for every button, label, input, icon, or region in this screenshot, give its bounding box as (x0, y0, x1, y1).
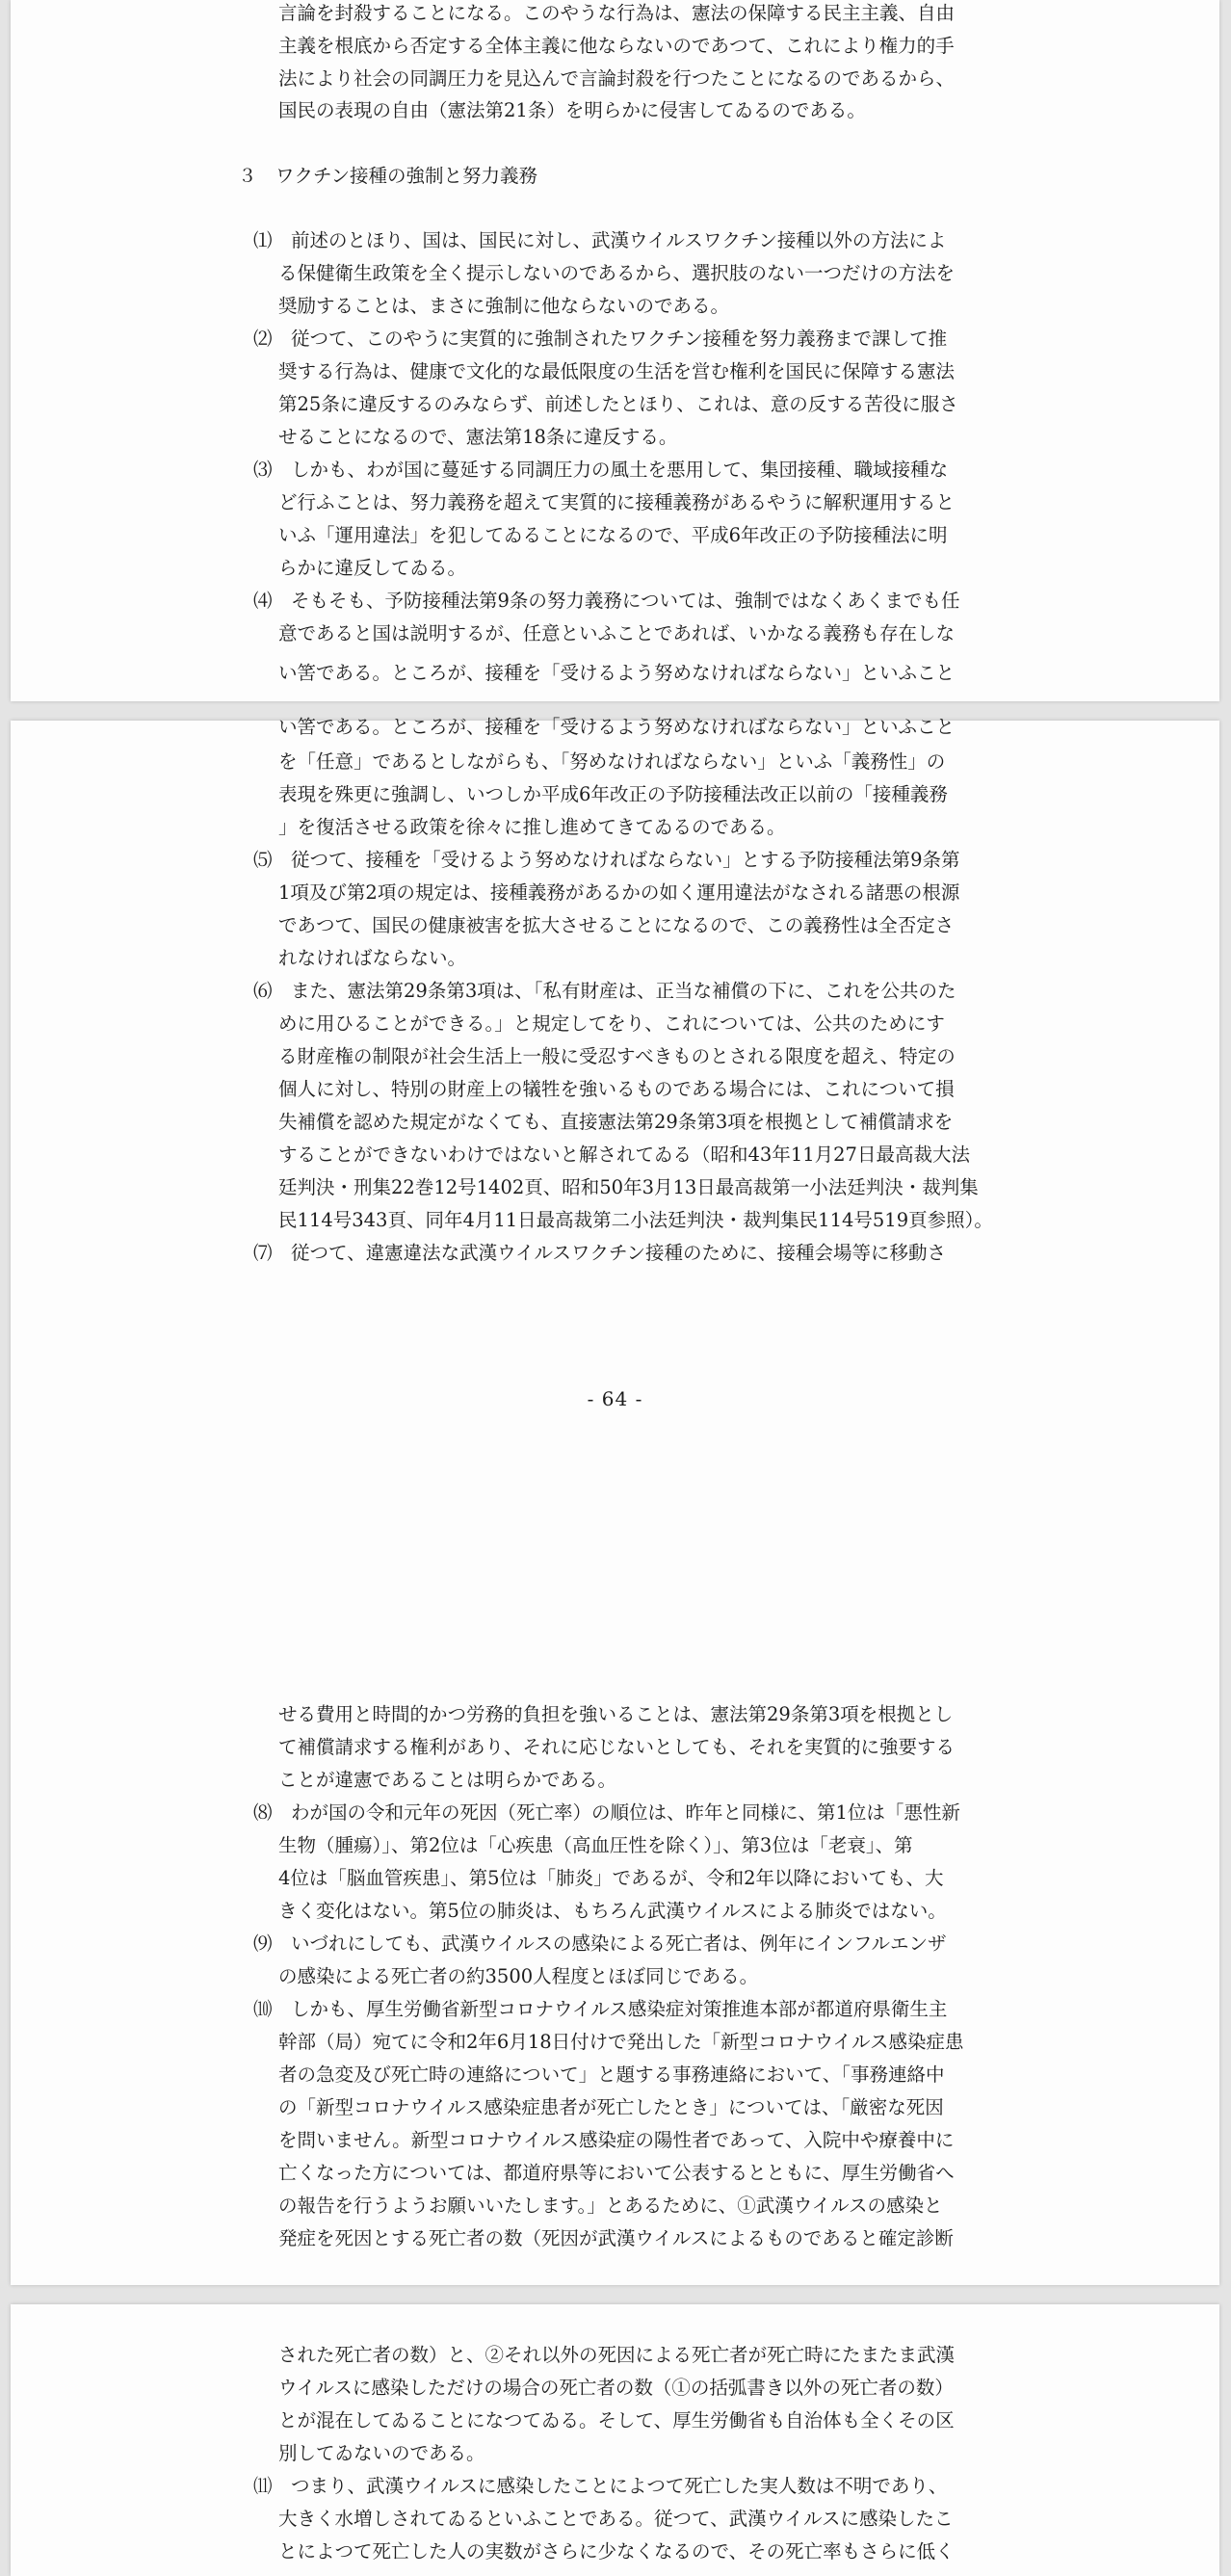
document-page-3 (11, 2304, 1219, 2576)
body-line: とが混在してゐることになつてゐる。そして、厚生労働省も自治体も全くその区 (278, 2409, 955, 2431)
body-line: 主義を根底から否定する全体主義に他ならないのであつて、これにより権力的手 (278, 35, 955, 57)
item-line: らかに違反してゐる。 (278, 557, 467, 579)
body-line: ことが違憲であることは明らかである。 (278, 1769, 617, 1791)
item-line: る保健衛生政策を全く提示しないのであるから、選択肢のない一つだけの方法を (278, 262, 956, 284)
item-line: 幹部（局）宛てに令和2年6月18日付けで発出した「新型コロナウイルス感染症患 (278, 2031, 964, 2053)
item-line: ⑵ 従つて、このやうに実質的に強制されたワクチン接種を努力義務まで課して推 (253, 328, 948, 350)
item-line: ⑾ つまり、武漢ウイルスに感染したことによつて死亡した実人数は不明であり、 (253, 2475, 948, 2497)
item-line: 生物（腫瘍）」、第2位は「心疾患（高血圧性を除く）」、第3位は「老衰」、第 (278, 1834, 913, 1856)
item-line: 廷判決・刑集22巻12号1402頁、昭和50年3月13日最高裁第一小法廷判決・裁判集 (278, 1176, 979, 1198)
item-line: を問いません。新型コロナウイルス感染症の陽性者であって、入院中や療養中に (278, 2129, 955, 2151)
item-line: することができないわけではないと解されてゐる（昭和43年11月27日最高裁大法 (278, 1143, 970, 1166)
item-line: きく変化はない。第5位の肺炎は、もちろん武漢ウイルスによる肺炎ではない。 (278, 1900, 947, 1922)
body-line: ウイルスに感染しただけの場合の死亡者の数（①の括弧書き以外の死亡者の数） (278, 2377, 954, 2399)
item-line: ⑺ 従つて、違憲違法な武漢ウイルスワクチン接種のために、接種会場等に移動さ (253, 1242, 946, 1264)
body-line: せる費用と時間的かつ労務的負担を強いることは、憲法第29条第3項を根拠とし (278, 1703, 954, 1725)
item-line: いふ「運用違法」を犯してゐることになるので、平成6年改正の予防接種法に明 (278, 524, 948, 546)
item-line: 民114号343頁、同年4月11日最高裁第二小法廷判決・裁判集民114号519頁参照）。 (278, 1209, 993, 1231)
document-page-2 (11, 716, 1219, 2285)
item-line: せることになるので、憲法第18条に違反する。 (278, 426, 678, 448)
item-line: 大きく水増しされてゐるといふことである。従つて、武漢ウイルスに感染したこ (278, 2508, 954, 2530)
item-line: とによつて死亡した人の実数がさらに少なくなるので、その死亡率もさらに低く (278, 2540, 955, 2563)
body-line: 法により社会の同調圧力を見込んで言論封殺を行つたことになるのであるから、 (278, 67, 956, 90)
item-line: 者の急変及び死亡時の連絡について」と題する事務連絡において、「事務連絡中 (278, 2063, 945, 2086)
item-line: ⑷ そもそも、予防接種法第9条の努力義務については、強制ではなくあくまでも任 (253, 590, 960, 612)
document-page-1 (11, 0, 1219, 701)
item-line: 意であると国は説明するが、任意といふことであれば、いかなる義務も存在しな (278, 622, 956, 644)
item-line: ⑽ しかも、厚生労働省新型コロナウイルス感染症対策推進本部が都道府県衛生主 (253, 1998, 948, 2020)
item-line: 1項及び第2項の規定は、接種義務があるかの如く運用違法がなされる諸悪の根源 (278, 881, 960, 904)
body-line: 言論を封殺することになる。このやうな行為は、憲法の保障する民主主義、自由 (278, 2, 956, 24)
body-line: 表現を殊更に強調し、いつしか平成6年改正の予防接種法改正以前の「接種義務 (278, 783, 948, 805)
item-line: 個人に対し、特別の財産上の犠牲を強いるものである場合には、これについて損 (278, 1078, 955, 1100)
clipped-line: い筈である。ところが、接種を「受けるよう努めなければならない」といふこと (278, 662, 956, 684)
item-line: の感染による死亡者の約3500人程度とほぼ同じである。 (278, 1965, 759, 1987)
body-line: 別してゐないのである。 (278, 2442, 485, 2464)
item-line: ⑼ いづれにしても、武漢ウイルスの感染による死亡者は、例年にインフルエンザ (253, 1932, 947, 1955)
item-line: 発症を死因とする死亡者の数（死因が武漢ウイルスによるものであると確定診断 (278, 2227, 954, 2249)
item-line: ⑸ 従つて、接種を「受けるよう努めなければならない」とする予防接種法第9条第 (253, 849, 960, 871)
item-line: 4位は「脳血管疾患」、第5位は「肺炎」であるが、令和2年以降においても、大 (278, 1867, 944, 1889)
item-line: ⑹ また、憲法第29条第3項は、「私有財産は、正当な補償の下に、これを公共のた (253, 980, 956, 1002)
item-line: ⑻ わが国の令和元年の死因（死亡率）の順位は、昨年と同様に、第1位は「悪性新 (253, 1801, 960, 1824)
body-line: を「任意」であるとしながらも、「努めなければならない」といふ「義務性」の (278, 750, 946, 773)
item-line: 亡くなった方については、都道府県等において公表するとともに、厚生労働省へ (278, 2162, 955, 2184)
item-line: ⑶ しかも、わが国に蔓延する同調圧力の風土を悪用して、集団接種、職域接種な (253, 459, 949, 481)
body-line: 」を復活させる政策を徐々に推し進めてきてゐるのである。 (278, 816, 786, 838)
item-line: ど行ふことは、努力義務を超えて実質的に接種義務があるやうに解釈運用すると (278, 491, 956, 513)
item-line: る財産権の制限が社会生活上一般に受忍すべきものとされる限度を超え、特定の (278, 1045, 956, 1067)
body-line: された死亡者の数）と、②それ以外の死因による死亡者が死亡時にたまたま武漢 (278, 2344, 956, 2366)
item-line: であつて、国民の健康被害を拡大させることになるので、この義務性は全否定さ (278, 914, 955, 936)
item-line: の報告を行うようお願いいたします。」とあるために、①武漢ウイルスの感染と (278, 2195, 943, 2217)
item-line: れなければならない。 (278, 947, 467, 969)
clipped-line: い筈である。ところが、接種を「受けるよう努めなければならない」といふこと (278, 716, 956, 738)
body-line: て補償請求する権利があり、それに応じないとしても、それを実質的に強要する (278, 1736, 956, 1758)
item-line: の「新型コロナウイルス感染症患者が死亡したとき」については、「厳密な死因 (278, 2096, 944, 2118)
item-line: 奨励することは、まさに強制に他ならないのである。 (278, 295, 730, 317)
section-heading: ３ ワクチン接種の強制と努力義務 (238, 165, 538, 187)
item-line: 奨する行為は、健康で文化的な最低限度の生活を営む権利を国民に保障する憲法 (278, 360, 956, 382)
item-line: ⑴ 前述のとほり、国は、国民に対し、武漢ウイルスワクチン接種以外の方法によ (253, 229, 947, 251)
item-line: 第25条に違反するのみならず、前述したとほり、これは、意の反する苦役に服さ (278, 393, 958, 415)
body-line: 国民の表現の自由（憲法第21条）を明らかに侵害してゐるのである。 (278, 99, 866, 121)
item-line: めに用ひることができる。」と規定してをり、これについては、公共のためにす (278, 1012, 945, 1035)
page-number: - 64 - (587, 1387, 643, 1410)
item-line: 失補償を認めた規定がなくても、直接憲法第29条第3項を根拠として補償請求を (278, 1111, 954, 1133)
